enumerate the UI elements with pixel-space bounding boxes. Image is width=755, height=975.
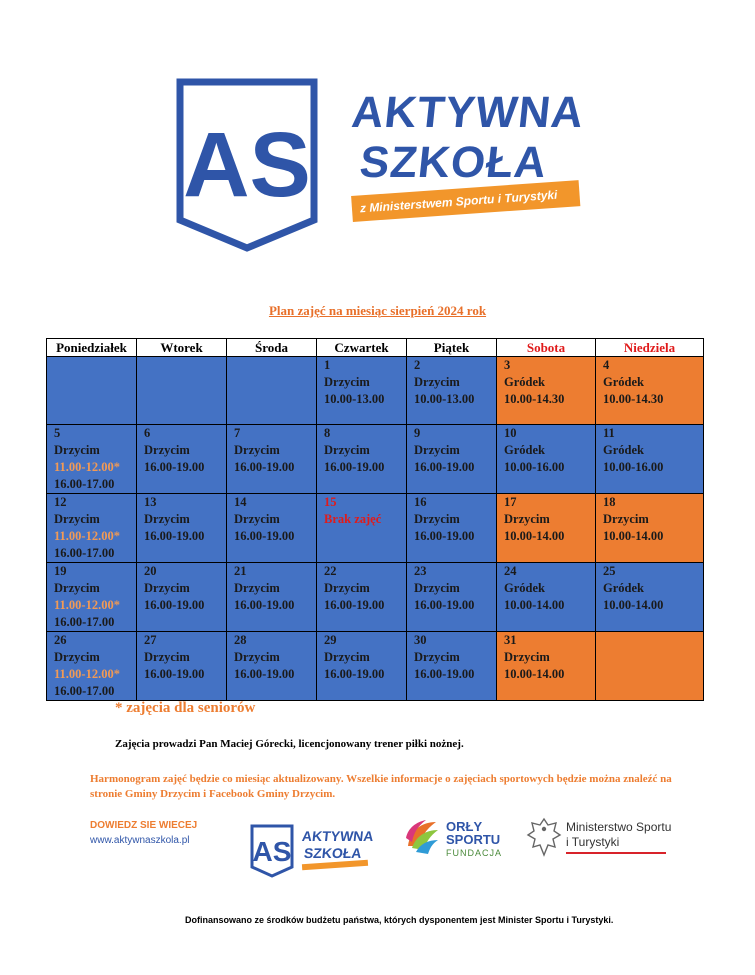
day-number: 19	[54, 564, 67, 578]
day-entry: 16.00-19.00	[414, 667, 475, 681]
calendar-week-row	[47, 632, 704, 701]
polish-eagle-emblem-icon	[526, 815, 562, 859]
day-number: 24	[504, 564, 517, 578]
day-entry: Drzycim	[234, 650, 280, 664]
day-number: 14	[234, 495, 247, 509]
calendar-week-row	[47, 357, 704, 425]
day-entry: 16.00-19.00	[324, 667, 385, 681]
day-number: 7	[234, 426, 241, 440]
day-entry: Drzycim	[54, 650, 100, 664]
day-entry: 10.00-16.00	[603, 460, 664, 474]
day-number: 4	[603, 358, 610, 372]
calendar-day-cell	[407, 357, 497, 425]
calendar-empty-cell	[47, 357, 137, 425]
footer-logo-word-aktywna: AKTYWNA	[301, 828, 375, 844]
day-entry: Drzycim	[234, 443, 280, 457]
day-entry: 16.00-19.00	[324, 460, 385, 474]
day-number: 15	[324, 495, 337, 509]
day-entry: 16.00-19.00	[144, 460, 205, 474]
calendar-day-cell	[497, 425, 596, 494]
day-entry: 10.00-14.30	[504, 392, 565, 406]
calendar-day-cell	[47, 494, 137, 563]
calendar-empty-cell	[227, 357, 317, 425]
day-number: 11	[603, 426, 615, 440]
day-entry: 10.00-16.00	[504, 460, 565, 474]
ministry-underline	[566, 852, 666, 854]
day-entry: Gródek	[603, 581, 644, 595]
day-number: 20	[144, 564, 157, 578]
calendar-day-cell	[317, 632, 407, 701]
day-number: 3	[504, 358, 511, 372]
trainer-note: Zajęcia prowadzi Pan Maciej Górecki, licencjonowany trener piłki nożnej.	[115, 738, 464, 750]
calendar-day-cell	[497, 357, 596, 425]
schedule-calendar	[46, 338, 704, 701]
calendar-day-cell	[47, 425, 137, 494]
day-entry: Drzycim	[324, 650, 370, 664]
day-number: 2	[414, 358, 421, 372]
calendar-day-cell	[137, 425, 227, 494]
footer-as-shield-logo	[250, 824, 294, 878]
day-entry: Drzycim	[54, 512, 100, 526]
calendar-day-cell	[227, 563, 317, 632]
day-entry: 16.00-19.00	[414, 598, 475, 612]
day-entry: Drzycim	[324, 581, 370, 595]
day-number: 12	[54, 495, 67, 509]
day-entry: Brak zajęć	[324, 512, 382, 526]
calendar-day-cell	[497, 632, 596, 701]
calendar-day-cell	[227, 425, 317, 494]
calendar-empty-cell	[137, 357, 227, 425]
day-entry: 10.00-14.00	[603, 598, 664, 612]
calendar-day-cell	[596, 357, 704, 425]
day-header: Środa	[227, 339, 317, 357]
footer-logo-word-szkola: SZKOŁA	[303, 845, 363, 861]
day-number: 8	[324, 426, 331, 440]
day-entry: 16.00-19.00	[324, 598, 385, 612]
day-number: 23	[414, 564, 427, 578]
day-entry: 16.00-19.00	[234, 598, 295, 612]
calendar-empty-cell	[596, 632, 704, 701]
senior-time: 11.00-12.00*	[54, 598, 120, 612]
calendar-header-row	[47, 339, 704, 357]
day-number: 18	[603, 495, 616, 509]
day-entry: 16.00-19.00	[414, 460, 475, 474]
plan-title: Plan zajęć na miesiąc sierpień 2024 rok	[268, 303, 487, 318]
day-header: Wtorek	[137, 339, 227, 357]
calendar-day-cell	[317, 563, 407, 632]
day-entry: 10.00-14.30	[603, 392, 664, 406]
day-header-weekend: Sobota	[497, 339, 596, 357]
day-number: 26	[54, 633, 67, 647]
calendar-day-cell	[596, 494, 704, 563]
day-number: 29	[324, 633, 337, 647]
day-entry: Drzycim	[414, 512, 460, 526]
orly-sportu-subtitle: FUNDACJA	[446, 848, 503, 858]
day-entry: 10.00-14.00	[504, 529, 565, 543]
logo-tagline: z Ministerstwem Sportu i Turystyki	[359, 187, 558, 216]
day-entry: Drzycim	[144, 443, 190, 457]
calendar-week-row	[47, 425, 704, 494]
calendar-day-cell	[497, 563, 596, 632]
orly-sportu-name: ORŁY SPORTU	[446, 819, 501, 847]
calendar-day-cell	[407, 425, 497, 494]
day-number: 27	[144, 633, 157, 647]
calendar-day-cell	[227, 632, 317, 701]
day-entry: 16.00-17.00	[54, 477, 115, 491]
calendar-week-row	[47, 494, 704, 563]
calendar-day-cell	[596, 563, 704, 632]
day-entry: Drzycim	[324, 375, 370, 389]
learn-more-heading: DOWIEDZ SIE WIECEJ	[90, 820, 198, 831]
day-number: 25	[603, 564, 616, 578]
day-entry: 16.00-19.00	[144, 529, 205, 543]
senior-time: 11.00-12.00*	[54, 529, 120, 543]
day-entry: Drzycim	[144, 650, 190, 664]
day-entry: Gródek	[504, 375, 545, 389]
day-entry: 10.00-14.00	[603, 529, 664, 543]
day-entry: Gródek	[603, 443, 644, 457]
aktywna-szkola-shield-logo	[176, 78, 318, 252]
day-number: 6	[144, 426, 151, 440]
day-entry: Gródek	[504, 443, 545, 457]
day-entry: 16.00-17.00	[54, 546, 115, 560]
senior-time: 11.00-12.00*	[54, 667, 120, 681]
day-header: Czwartek	[317, 339, 407, 357]
funding-note: Dofinansowano ze środków budżetu państwa, których dysponentem jest Minister Sportu i Turystyki.	[185, 915, 614, 925]
logo-word-aktywna: AKTYWNA	[349, 88, 587, 137]
day-number: 1	[324, 358, 331, 372]
calendar-day-cell	[407, 632, 497, 701]
day-entry: Drzycim	[54, 581, 100, 595]
day-header: Piątek	[407, 339, 497, 357]
day-number: 30	[414, 633, 427, 647]
footer-logo-banner	[302, 860, 368, 871]
shield-monogram: AS	[183, 114, 311, 216]
day-number: 21	[234, 564, 247, 578]
calendar-day-cell	[497, 494, 596, 563]
day-entry: 16.00-17.00	[54, 684, 115, 698]
day-number: 5	[54, 426, 61, 440]
day-entry: 10.00-13.00	[414, 392, 475, 406]
day-header: Poniedziałek	[47, 339, 137, 357]
day-entry: 16.00-19.00	[234, 667, 295, 681]
day-header-weekend: Niedziela	[596, 339, 704, 357]
day-entry: 16.00-19.00	[144, 667, 205, 681]
day-number: 17	[504, 495, 517, 509]
schedule-update-note: Harmonogram zajęć będzie co miesiąc aktualizowany. Wszelkie informacje o zajęciach sportowych będzie można znaleźć na stronie Gminy Drzycim i Facebook Gminy Drzycim.	[90, 773, 672, 800]
senior-note: * zajęcia dla seniorów	[115, 700, 256, 716]
day-number: 28	[234, 633, 247, 647]
calendar-day-cell	[407, 563, 497, 632]
website-link[interactable]: www.aktywnaszkola.pl	[90, 835, 190, 846]
day-entry: Drzycim	[603, 512, 649, 526]
calendar-week-row	[47, 563, 704, 632]
day-number: 16	[414, 495, 427, 509]
day-number: 31	[504, 633, 517, 647]
day-entry: Drzycim	[234, 581, 280, 595]
calendar-day-cell	[227, 494, 317, 563]
day-number: 10	[504, 426, 517, 440]
day-entry: 10.00-13.00	[324, 392, 385, 406]
calendar-day-cell	[137, 494, 227, 563]
day-entry: 16.00-17.00	[54, 615, 115, 629]
day-number: 22	[324, 564, 337, 578]
day-entry: 10.00-14.00	[504, 598, 565, 612]
calendar-day-cell	[137, 632, 227, 701]
calendar-day-cell	[47, 563, 137, 632]
day-entry: Drzycim	[414, 650, 460, 664]
calendar-day-cell	[47, 632, 137, 701]
day-entry: Drzycim	[414, 581, 460, 595]
day-entry: Drzycim	[234, 512, 280, 526]
day-entry: 16.00-19.00	[234, 460, 295, 474]
day-entry: 16.00-19.00	[414, 529, 475, 543]
day-entry: Drzycim	[504, 650, 550, 664]
day-entry: Drzycim	[54, 443, 100, 457]
day-number: 13	[144, 495, 157, 509]
day-entry: 16.00-19.00	[234, 529, 295, 543]
day-entry: Gródek	[504, 581, 545, 595]
calendar-day-cell	[317, 494, 407, 563]
day-entry: 10.00-14.00	[504, 667, 565, 681]
day-entry: Gródek	[603, 375, 644, 389]
logo-word-szkola: SZKOŁA	[357, 138, 550, 187]
day-entry: Drzycim	[144, 512, 190, 526]
ministry-name: Ministerstwo Sportu i Turystyki	[566, 820, 672, 849]
day-entry: Drzycim	[144, 581, 190, 595]
calendar-day-cell	[317, 357, 407, 425]
calendar-day-cell	[407, 494, 497, 563]
day-entry: Drzycim	[414, 375, 460, 389]
senior-time: 11.00-12.00*	[54, 460, 120, 474]
day-entry: Drzycim	[324, 443, 370, 457]
footer-shield-monogram: AS	[252, 836, 292, 867]
day-entry: Drzycim	[414, 443, 460, 457]
day-entry: 16.00-19.00	[144, 598, 205, 612]
day-entry: Drzycim	[504, 512, 550, 526]
orly-sportu-logo-icon	[402, 816, 442, 856]
calendar-day-cell	[137, 563, 227, 632]
calendar-day-cell	[317, 425, 407, 494]
day-number: 9	[414, 426, 421, 440]
calendar-day-cell	[596, 425, 704, 494]
